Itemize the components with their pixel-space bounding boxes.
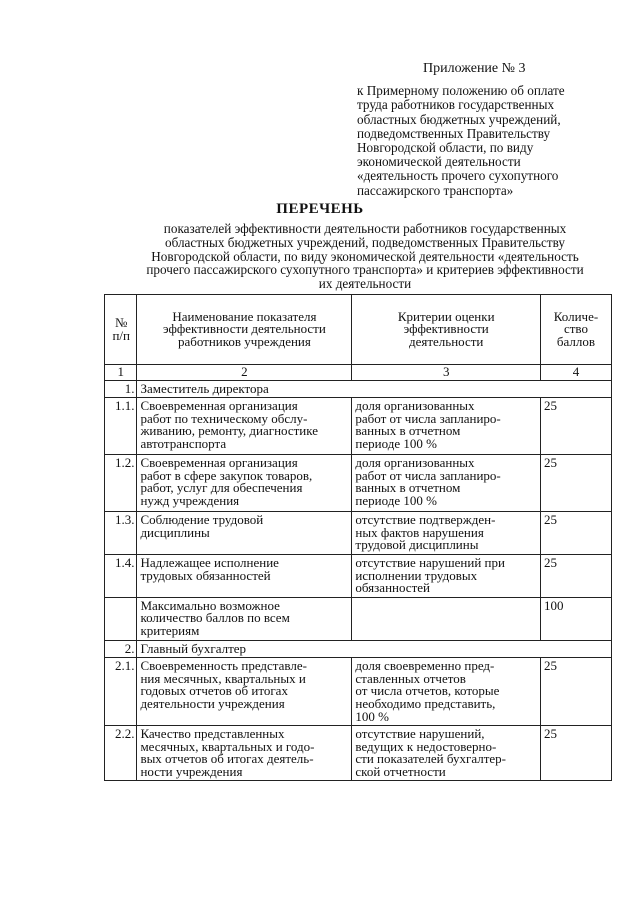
row-number: 1.1. [105, 398, 137, 455]
cell-line: доля организованных [355, 398, 475, 414]
cell-line: Соблюдение трудовой [140, 512, 264, 528]
cell-line: трудовых обязанностей [140, 567, 271, 583]
row-number: 2.1. [105, 658, 137, 726]
cell-line: доля организованных [355, 455, 475, 471]
subtitle-line: прочего пассажирского сухопутного транспорта» и критериев эффективности [146, 262, 584, 278]
row-number: 2. [105, 640, 137, 658]
section-title [137, 380, 612, 398]
cell-line: работ по техническому обслу- [140, 410, 308, 426]
cell-line: от числа отчетов, которые [355, 683, 500, 699]
table-header-row [105, 295, 612, 365]
cell-line: годовых отчетов об итогах [140, 683, 288, 699]
table-row [105, 455, 612, 512]
section-row [105, 640, 612, 658]
cell-line: Максимально возможное [140, 597, 280, 613]
indicator-name [137, 726, 352, 781]
cell-line: количество баллов по всем [140, 610, 290, 626]
indicator-name [137, 398, 352, 455]
cell-line: доля своевременно пред- [355, 658, 495, 674]
column-number: 2 [137, 365, 352, 381]
cell-line: трудовой дисциплины [355, 537, 479, 553]
cell-line: вых отчетов об итогах деятель- [140, 751, 314, 767]
table-row [105, 597, 612, 640]
points-value: 25 [540, 455, 611, 512]
column-number: 4 [540, 365, 611, 381]
cell-line: ставленных отчетов [355, 670, 466, 686]
appendix-block [357, 62, 617, 198]
header-line: Количе- [553, 308, 599, 324]
appendix-line: «деятельность прочего сухопутного [357, 168, 559, 184]
row-number: 1.2. [105, 455, 137, 512]
row-number [105, 597, 137, 640]
cell-line: ных фактов нарушения [355, 524, 484, 540]
criteria-text [352, 512, 541, 555]
points-value: 25 [540, 512, 611, 555]
cell-line: ванных в отчетном [355, 423, 461, 439]
cell-line: исполнении трудовых [355, 567, 478, 583]
cell-line: живанию, ремонту, диагностике [140, 423, 319, 439]
points-value: 25 [540, 398, 611, 455]
header-line: работников учреждения [177, 333, 311, 349]
appendix-line: подведомственных Правительству [357, 125, 551, 141]
appendix-line: к Примерному положению об оплате [357, 83, 565, 99]
header-line: п/п [112, 327, 130, 343]
indicator-name [137, 554, 352, 597]
cell-line: работ, услуг для обеспечения [140, 480, 303, 496]
criteria-text [352, 554, 541, 597]
cell-line: работ от числа запланиро- [355, 467, 501, 483]
cell-line: деятельности учреждения [140, 695, 285, 711]
appendix-line: Новгородской области, по виду [357, 140, 534, 156]
indicator-name [137, 512, 352, 555]
appendix-line: труда работников государственных [357, 97, 555, 113]
cell-line: сти показателей бухгалтер- [355, 751, 506, 767]
points-value: 25 [540, 726, 611, 781]
cell-line: Качество представленных [140, 726, 285, 742]
cell-line: ведущих к недостоверно- [355, 738, 497, 754]
cell-line: периоде 100 % [355, 435, 437, 451]
cell-line: нужд учреждения [140, 492, 240, 508]
points-value: 25 [540, 658, 611, 726]
header-name [137, 295, 352, 365]
header-line: баллов [556, 333, 596, 349]
cell-line: обязанностей [355, 580, 430, 596]
cell-line: автотранспорта [140, 435, 227, 451]
appendix-number: Приложение № 3 [423, 61, 526, 76]
column-number-row [105, 365, 612, 381]
header-num [105, 295, 137, 365]
cell-line: Заместитель директора [140, 380, 269, 396]
cell-line: Своевременность представле- [140, 658, 307, 674]
cell-line: Своевременная организация [140, 455, 298, 471]
row-number: 1. [105, 380, 137, 398]
points-value: 25 [540, 554, 611, 597]
header-points [540, 295, 611, 365]
indicator-name [137, 658, 352, 726]
criteria-text [352, 726, 541, 781]
header-line: № [115, 314, 128, 330]
cell-line: ской отчетности [355, 763, 446, 779]
cell-line: критериям [140, 622, 200, 638]
cell-line: необходимо представить, [355, 695, 496, 711]
cell-line: Своевременная организация [140, 398, 298, 414]
document-title: ПЕРЕЧЕНЬ [276, 201, 364, 217]
column-number: 3 [352, 365, 541, 381]
criteria-text [352, 455, 541, 512]
indicators-table [104, 294, 612, 781]
cell-line: ности учреждения [140, 763, 243, 779]
table-row [105, 554, 612, 597]
criteria-text [352, 398, 541, 455]
section-title [137, 640, 612, 658]
header-line: эффективности [403, 321, 489, 337]
cell-line: работ от числа запланиро- [355, 410, 501, 426]
header-line: деятельности [408, 333, 484, 349]
cell-line: отсутствие нарушений, [355, 726, 485, 742]
appendix-line: экономической деятельности [357, 154, 521, 170]
indicator-name [137, 597, 352, 640]
subtitle-line: Новгородской области, по виду экономической деятельности «деятельность [151, 248, 579, 264]
criteria-text [352, 658, 541, 726]
points-value: 100 [540, 597, 611, 640]
cell-line: месячных, квартальных и годо- [140, 738, 315, 754]
cell-line: дисциплины [140, 524, 210, 540]
table-row [105, 398, 612, 455]
row-number: 1.3. [105, 512, 137, 555]
appendix-lines [357, 84, 617, 198]
cell-line: Главный бухгалтер [140, 640, 247, 656]
table-row [105, 512, 612, 555]
cell-line: 100 % [355, 708, 389, 724]
header-line: Наименование показателя [172, 308, 317, 324]
header-line: эффективности деятельности [163, 321, 326, 337]
indicator-name [137, 455, 352, 512]
cell-line: отсутствие нарушений при [355, 554, 505, 570]
cell-line: ванных в отчетном [355, 480, 461, 496]
subtitle-line: их деятельности [318, 276, 412, 292]
document-subtitle [112, 222, 618, 291]
criteria-text [352, 597, 541, 640]
appendix-line: областных бюджетных учреждений, [357, 111, 561, 127]
table-row [105, 658, 612, 726]
table-row [105, 726, 612, 781]
section-row [105, 380, 612, 398]
header-line: ство [563, 321, 588, 337]
header-line: Критерии оценки [397, 308, 495, 324]
column-number: 1 [105, 365, 137, 381]
cell-line: Надлежащее исполнение [140, 554, 279, 570]
subtitle-line: показателей эффективности деятельности работников государственных [163, 221, 567, 236]
header-criteria [352, 295, 541, 365]
cell-line: отсутствие подтвержден- [355, 512, 496, 528]
appendix-line: пассажирского транспорта» [357, 182, 514, 198]
cell-line: работ в сфере закупок товаров, [140, 467, 313, 483]
cell-line: периоде 100 % [355, 492, 437, 508]
subtitle-line: областных бюджетных учреждений, подведомственных Правительству [164, 234, 566, 250]
row-number: 1.4. [105, 554, 137, 597]
row-number: 2.2. [105, 726, 137, 781]
cell-line: ния месячных, квартальных и [140, 670, 306, 686]
